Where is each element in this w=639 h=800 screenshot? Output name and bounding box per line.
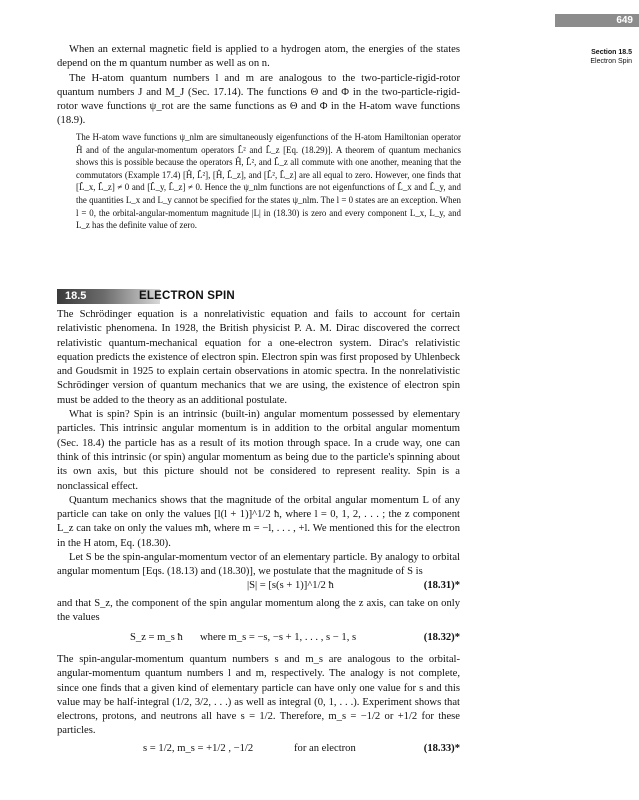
section-paragraph-6: The spin-angular-momentum quantum numbers s and m_s are analogous to the orbital-angular-momentum quantum numbers l and m, respectively. The analogy is not complete, since one finds that a given kind of elementary particle can have only one value for s and this value may be half-integral (1/2, 3/2, . . .) as well as integral (0, 1, . . .). Experiment shows that electrons, protons, and neutrons all have s = 1/2. Therefore, m_s = −1/2 or +1/2 for these particles. bbox=[57, 654, 460, 737]
equation-18-31-body: |S| = [s(s + 1)]^1/2 ħ bbox=[247, 580, 334, 591]
note-box bbox=[76, 131, 461, 232]
intro-paragraph-1: When an external magnetic field is applied to a hydrogen atom, the energies of the states depend on the m quantum number as well as on n. bbox=[57, 44, 460, 70]
equation-18-32 bbox=[57, 630, 460, 645]
running-head bbox=[550, 48, 632, 66]
equation-18-31 bbox=[57, 578, 460, 593]
section-body bbox=[57, 308, 460, 580]
section-body-3 bbox=[57, 653, 460, 739]
equation-18-32-condition: where m_s = −s, −s + 1, . . . , s − 1, s bbox=[200, 632, 357, 643]
page-number: 649 bbox=[616, 15, 633, 26]
section-paragraph-2: What is spin? Spin is an intrinsic (built-in) angular momentum possessed by elementary particles. This intrinsic angular momentum is in addition to the orbital angular momentum (Sec. 18.4) the particle has as a result of its motion through space. In a crude way, one can think of this intrinsic (or spin) angular momentum as being due to the particle's spinning about its own axis, but this picture should not be considered to represent reality. Spin is a nonclassical effect. bbox=[57, 409, 460, 492]
intro-text bbox=[57, 43, 460, 129]
section-paragraph-4: Let S be the spin-angular-momentum vector of an elementary particle. By analogy to orbital angular momentum [Eqs. (18.13) and (18.30)], we postulate that the magnitude of S is bbox=[57, 552, 460, 578]
intro-paragraph-2: The H-atom quantum numbers l and m are analogous to the two-particle-rigid-rotor quantum numbers J and M_J (Sec. 17.14). The functions Θ and Φ in the two-particle-rigid-rotor wave functions ψ_rot are the same functions as Θ and Φ in the H-atom wave functions (18.9). bbox=[57, 72, 460, 127]
equation-18-33-body: s = 1/2, m_s = +1/2 , −1/2 bbox=[143, 743, 254, 754]
section-paragraph-1: The Schrödinger equation is a nonrelativistic equation and fails to account for certain relativistic phenomena. In 1928, the British physicist P. A. M. Dirac discovered the correct relativistic quantum-mechanical equation for a one-electron system. Dirac's relativistic equation predicts the existence of electron spin. Electron spin was first proposed by Uhlenbeck and Goudsmit in 1925 to explain certain observations in atomic spectra. In the nonrelativistic Schrödinger version of quantum mechanics that we are using, the existence of electron spin must be added to the theory as an additional postulate. bbox=[57, 309, 460, 406]
equation-18-32-body: S_z = m_s ħ bbox=[130, 632, 183, 643]
section-paragraph-5: and that S_z, the component of the spin angular momentum along the z axis, can take on only the values bbox=[57, 598, 460, 624]
section-number: 18.5 bbox=[65, 290, 87, 302]
section-paragraph-3: Quantum mechanics shows that the magnitude of the orbital angular momentum L of any particle can take on only the values [l(l + 1)]^1/2 ħ, where l = 0, 1, 2, . . . ; the z component L_z can take on only the values mħ, where m = −l, . . . , +l. We mentioned this for the electron in the H atom, Eq. (18.30). bbox=[57, 494, 460, 549]
equation-18-33-number: (18.33)* bbox=[423, 743, 460, 754]
section-title: ELECTRON SPIN bbox=[139, 290, 235, 302]
equation-18-33 bbox=[57, 741, 460, 756]
equation-18-31-number: (18.31)* bbox=[423, 580, 460, 591]
page-number-tab bbox=[555, 14, 639, 27]
equation-18-32-number: (18.32)* bbox=[423, 632, 460, 643]
running-head-subtitle: Electron Spin bbox=[590, 58, 632, 65]
running-head-section: Section 18.5 bbox=[591, 49, 632, 56]
note-paragraph: The H-atom wave functions ψ_nlm are simultaneously eigenfunctions of the H-atom Hamiltonian operator Ĥ and of the angular-momentum operators L̂² and L̂_z [Eq. (18.29)]. A theorem of quantum mechanics shows this is possible because the operators Ĥ, L̂², and L̂_z all commute with one another, meaning that the commutators (Example 17.4) [Ĥ, L̂²], [Ĥ, L̂_z], and [L̂², L̂_z] are all equal to zero. However, one finds that [L̂_x, L̂_z] ≠ 0 and [L̂_y, L̂_z] ≠ 0. Hence the ψ_nlm functions are not eigenfunctions of L̂_x and L̂_y, and the quantities L_x and L_y cannot be specified for the states ψ_nlm. The l = 0 states are an exception. When l = 0, the orbital-angular-momentum magnitude |L| in (18.30) is zero and every component L_x, L_y, and L_z has the definite value of zero. bbox=[76, 132, 461, 231]
equation-18-33-condition: for an electron bbox=[294, 743, 356, 754]
section-body-2 bbox=[57, 597, 460, 626]
